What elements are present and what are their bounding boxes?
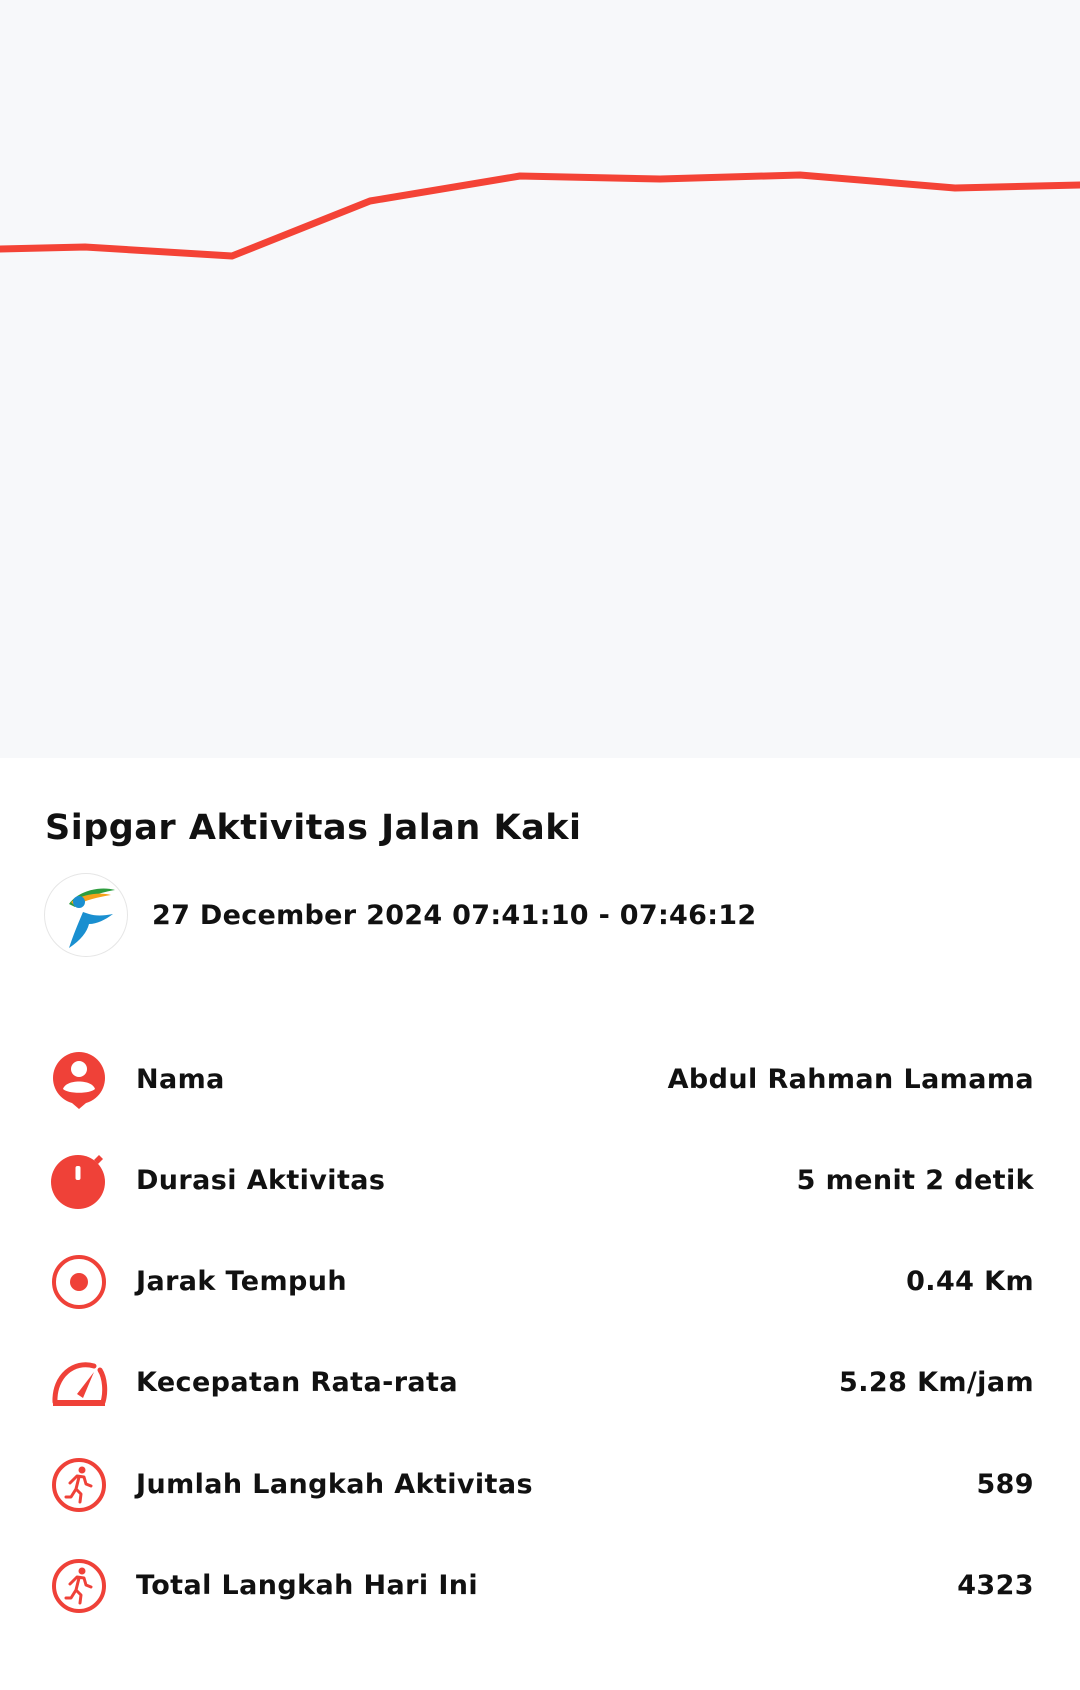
stat-label: Jumlah Langkah Aktivitas xyxy=(136,1469,533,1500)
stat-value: 4323 xyxy=(957,1570,1034,1601)
user-pin-icon xyxy=(50,1051,108,1109)
walking-icon xyxy=(50,1456,108,1514)
running-icon xyxy=(50,1557,108,1615)
route-map-canvas xyxy=(0,0,1080,758)
stat-value: 5 menit 2 detik xyxy=(796,1165,1034,1196)
stat-value: 0.44 Km xyxy=(906,1266,1034,1297)
stat-row-duration xyxy=(0,1131,1080,1232)
stat-label: Kecepatan Rata-rata xyxy=(136,1367,458,1398)
stat-row-name xyxy=(0,1030,1080,1131)
runner-logo-icon xyxy=(45,874,128,957)
activity-title: Sipgar Aktivitas Jalan Kaki xyxy=(45,808,582,848)
app-logo xyxy=(44,873,128,957)
stat-row-activity-steps xyxy=(0,1435,1080,1536)
stat-value: 5.28 Km/jam xyxy=(839,1367,1034,1398)
speedometer-icon xyxy=(50,1354,108,1412)
stat-label: Durasi Aktivitas xyxy=(136,1165,386,1196)
stat-value: Abdul Rahman Lamama xyxy=(667,1064,1034,1095)
stat-row-distance xyxy=(0,1232,1080,1333)
stat-label: Jarak Tempuh xyxy=(136,1266,348,1297)
stat-label: Total Langkah Hari Ini xyxy=(136,1570,479,1601)
stat-label: Nama xyxy=(136,1064,225,1095)
route-map[interactable] xyxy=(0,0,1080,758)
activity-summary-card xyxy=(0,758,1080,1690)
stopwatch-icon xyxy=(50,1152,108,1210)
stat-row-speed xyxy=(0,1333,1080,1434)
target-icon xyxy=(50,1253,108,1311)
stat-value: 589 xyxy=(976,1469,1034,1500)
activity-date-range: 27 December 2024 07:41:10 - 07:46:12 xyxy=(152,900,757,931)
stat-row-total-steps xyxy=(0,1536,1080,1637)
route-line xyxy=(0,175,1080,256)
